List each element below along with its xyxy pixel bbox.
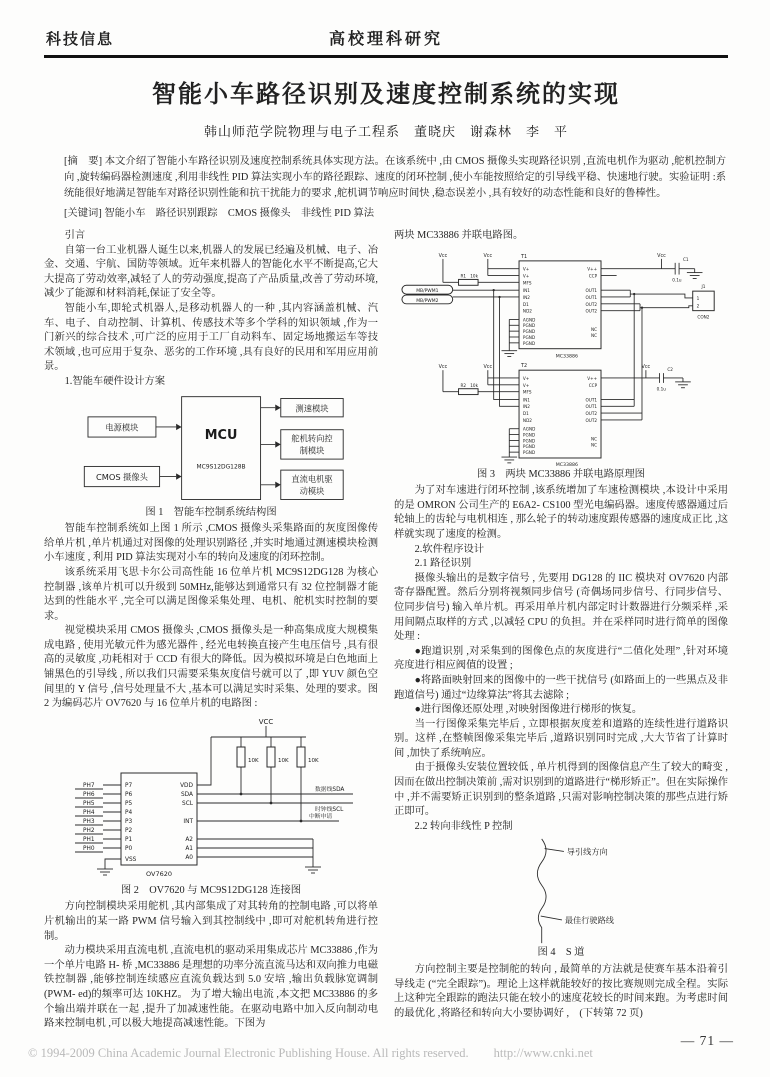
paragraph: 动力模块采用直流电机 ,直流电机的驱动采用集成芯片 MC33886 ,作为一个单片电路 H- 桥 ,MC33886 是理想的功率分流直流马达和双向推力电磁铁控制器 ,能够控制连续感应直流负载达到 5.0 安培 ,输出负载脉宽调制(PWM- ed)的频率可达 10KHZ。 为了增大输出电流 ,本文把 MC33886 的多个输出端并联在一起 ,提升了加减速性能。在驱动电路中加入反向制动电路来控制电机 ,可以极大地提高减速性能。下图为 (44, 945, 378, 1030)
chip-pin: VDD (180, 782, 193, 789)
chip-pin: PGND (522, 322, 536, 328)
resistor-value: 10k (470, 273, 479, 279)
two-column-body (44, 229, 728, 1032)
chip-pin: P2 (125, 827, 133, 834)
chip-pin: P6 (125, 791, 133, 798)
port-label: PH0 (83, 845, 95, 852)
resistor-ref: R2 (460, 382, 467, 388)
left-column (44, 229, 378, 1032)
paragraph: 智能车控制系统如上图 1 所示 ,CMOS 摄像头采集路面的灰度图像传给单片机 ,单片机通过对图像的处理识别路径 ,并实时地通过测速模块检测小车速度 , 利用 PID 算法实现对小车的转向及速度的闭环控制。 (44, 523, 378, 564)
camera-box-label: CMOS 摄像头 (95, 471, 148, 482)
chip-pin: V+ (522, 273, 530, 279)
cap-value: 0.1u (672, 276, 682, 282)
chip-pin: IN1 (522, 287, 530, 293)
chip-pin: V+ (522, 382, 530, 388)
chip-pin: OUT1 (585, 403, 598, 409)
port-label: PH3 (83, 818, 95, 825)
bullet-item: ●跑道识别 ,对采集到的图像色点的灰度进行“二值化处理” ,针对环境亮度进行相应阀值的设置 ; (394, 645, 728, 672)
chip-pin: IN2 (522, 403, 530, 409)
servo-box-line1: 舵机转向控 (291, 433, 333, 444)
chip-name: OV7620 (146, 869, 172, 878)
chip-pin: P3 (125, 818, 133, 825)
chip-pin: NC (591, 326, 598, 332)
chip-pin: CCP (588, 273, 598, 279)
port-underlines (75, 782, 121, 852)
resistor-value: 10K (278, 757, 289, 764)
guide-line-curve (537, 839, 546, 943)
speed-module-box-label: 测速模块 (295, 402, 329, 413)
paragraph: 摄像头输出的是数字信号 , 先要用 DG128 的 IIC 模块对 OV7620 内部寄存器配置。然后分别将视频同步信号 (奇偶场同步信号、行同步信号、位同步信号) 输入单片机。再采用单片机内部定时计数器进行分频采样 ,采用间隔点取样的方式 ,以减轻 CPU 的负担。并在采样同时进行简单的图像处理 : (394, 572, 728, 643)
chip-pin: OUT1 (585, 396, 598, 402)
ground-symbol (675, 378, 691, 388)
servo-box-line2: 制模块 (299, 445, 325, 456)
gnd-rail (509, 319, 519, 350)
cap-value: 0.1u (656, 386, 666, 392)
chip-pin: MFS (522, 279, 532, 285)
ground-symbol (305, 867, 321, 873)
chip-pin: PGND (522, 432, 536, 438)
port-label: PH6 (83, 791, 95, 798)
chip-pin: V+ (522, 266, 530, 272)
vcc-label: Vcc (657, 252, 666, 259)
paragraph: 方向控制模块采用舵机 ,其内部集成了对其转角的控制电路 ,可以将单片机输出的某一路 PWM 信号输入到其控制线中 ,即可对舵机转角进行控制。 (44, 901, 378, 942)
section-name: 高校理科研究 (328, 31, 443, 48)
ground-symbol (501, 457, 517, 463)
motor-box-line1: 直流电机驱 (291, 473, 333, 484)
ground-symbol (687, 268, 703, 278)
chip-pin: P5 (125, 800, 133, 807)
lead-line: 两块 MC33886 并联电路图。 (394, 230, 524, 241)
chip-pin: OUT2 (585, 410, 598, 416)
system-structure-diagram (73, 393, 349, 505)
chip-pin: AGND (522, 316, 536, 322)
port-label: PH4 (83, 809, 95, 816)
cap-ref: C2 (667, 366, 673, 372)
vcc-label: Vcc (483, 252, 493, 259)
paragraph: 该系统采用飞思卡尔公司高性能 16 位单片机 MC9S12DG128 为核心控制器 ,该单片机可以升级到 50MHz,能够达到通常只有 32 位控制器才能达到的性能水平 ,完全可以满足图像采集处理、电机、舵机实时控制的要求。 (44, 566, 378, 622)
chip-pin: V++ (587, 266, 598, 272)
chip-pin: CCP (588, 382, 598, 388)
connector-name: CON2 (697, 314, 710, 320)
mc33886-parallel-schematic (400, 247, 722, 467)
chip-pin: VSS (125, 856, 137, 863)
int-line-label: 中断申请 (309, 813, 333, 820)
cap-ref: C1 (682, 256, 689, 262)
paragraph: 自第一台工业机器人诞生以来,机器人的发展已经遍及机械、电子、冶金、交通、宇航、国防等领域。近年来机器人的智能化水平不断提高,它大大提高了劳动效率,减轻了人的劳动强度,提高了产品质量,改善了劳动环境,减少了能源和材料消耗,保证了安全等。 (44, 244, 378, 300)
power-module-box-label: 电源模块 (105, 422, 139, 433)
figure-3-caption: 图 3 两块 MC33886 并联电路原理图 (477, 468, 645, 480)
bullet-item: ●将路面映射回来的图像中的一些干扰信号 (如路面上的一些黑点及非跑道信号) 通过“边缘算法”将其去滤除 ; (394, 674, 728, 701)
chip-pin: PGND (522, 340, 536, 346)
chip-pin: PGND (522, 328, 536, 334)
page-number: — 71 — (680, 1033, 734, 1048)
figure-2-ov7620-circuit (44, 715, 378, 899)
port-label: PH2 (83, 827, 95, 834)
figure-1-block-diagram (44, 393, 378, 521)
chip-ref: T2 (520, 362, 528, 369)
section-1-heading: 1.智能车硬件设计方案 (64, 375, 165, 387)
resistor-value: 10K (308, 757, 319, 764)
chip-pin: AGND (522, 426, 536, 432)
chip-pin: P7 (125, 782, 133, 789)
copyright-footer: © 1994-2009 China Academic Journal Electronic Publishing House. All rights reserved. http://www.cnki.net (28, 1046, 593, 1060)
section-2-heading: 2.软件程序设计 (414, 543, 485, 555)
port-label: PH5 (83, 800, 95, 807)
chip-pin: OUT2 (585, 417, 598, 423)
chip-pin: ND2 (522, 417, 532, 423)
chip-pin: PGND (522, 437, 536, 443)
chip-pin: V+ (522, 375, 530, 381)
port-label: PH1 (83, 836, 95, 843)
chip-pin: A0 (185, 854, 193, 861)
pwm-input-label: MB/PWM1 (416, 288, 439, 294)
figure-2-caption: 图 2 OV7620 与 MC9S12DG128 连接图 (120, 884, 302, 896)
chip-pin: IN1 (522, 396, 530, 402)
chip-pin: PGND (522, 449, 536, 455)
chip-pin: SCL (182, 800, 193, 807)
right-column (394, 229, 728, 1032)
figure-3-mc33886-circuit (394, 247, 728, 483)
paragraph: 视觉模块采用 CMOS 摄像头 ,CMOS 摄像头是一种高集成度大规模集成电路 , 使用光敏元件为感光器件 , 经光电转换直接产生电压信号 ,具有很高的灵敏度 ,功耗相对于 CCD 有很大的降低。因为模拟环境是白色地面上铺黑色的引导线 , 所以我们只需要采集灰度信号就可以了 ,即 YUV 颜色空间里的 Y 信号 ,信号处理量不大 ,基本可以满足实时采集、处理的要求。图 2 为编码芯片 OV7620 与 16 位单片机的电路图 : (44, 625, 378, 710)
ground-symbol (97, 869, 113, 875)
s-track-diagram (446, 837, 676, 945)
ov7620-schematic (61, 715, 361, 883)
pwm-input-label: MB/PWM2 (416, 298, 439, 304)
chip-pin: D1 (522, 301, 529, 307)
paragraph: 智能小车,即轮式机器人,是移动机器人的一种 ,其内容涵盖机械、汽车、电子、自动控制、计算机、传感技术等多个学科的知识领域 ,作为一门新兴的综合技术 ,可广泛的应用于工厂自动料车、固定场地搬运车等技术领域 ,也可应用于复杂、恶劣的工作环境 ,具有良好的民用和军用应用前景。 (44, 302, 378, 373)
chip-pin: SDA (180, 791, 193, 798)
intro-heading: 引言 (64, 230, 86, 241)
abstract: [摘 要] 本文介绍了智能小车路径识别及速度控制系统具体实现方法。在该系统中 ,由 CMOS 摄像头实现路径识别 ,直流电机作为驱动 ,舵机控制方向 ,旋转编码器检测速度 ,利用非线性 PID 算法实现小车的路径跟踪、速度的闭环控制 ,使小车能按照给定的引导线平稳、快速地行驶。实验证明 :系统能很好地满足智能车对路径识别性能和抗干扰能力的要求 ,舵机调节响应时间快 ,稳态误差小 ,具有较好的动态性能和良好的鲁棒性。 (64, 156, 726, 199)
resistor-value: 10K (248, 757, 259, 764)
resistor-value: 10k (470, 382, 479, 388)
chip-name: MC33886 (555, 462, 578, 467)
chip-pin: NC (591, 436, 598, 442)
guide-direction-label: 导引线方向 (566, 846, 608, 857)
connector-pin: 1 (696, 295, 700, 301)
paragraph: 为了对车速进行闭环控制 ,该系统增加了车速检测模块 ,本设计中采用的是 OMRON 公司生产的 E6A2- CS100 型光电编码器。速度传感器通过后轮轴上的齿轮与电机相连 , 那么轮子的转动速度跟传感器的速度成正比 ,这样就实现了速度的检测。 (394, 485, 728, 540)
chip-pin: P1 (125, 836, 133, 843)
best-route-label: 最佳行驶路线 (564, 915, 614, 926)
chip-pin: INT (183, 818, 193, 825)
port-label: PH7 (83, 782, 95, 789)
figure-1-caption: 图 1 智能车控制系统结构图 (145, 506, 277, 518)
chip-pin: A2 (185, 836, 193, 843)
chip-pin: ND2 (522, 308, 532, 314)
figure-4-caption: 图 4 S 道 (537, 947, 585, 959)
vcc-label: VCC (258, 717, 274, 726)
chip-name: MC33886 (555, 354, 578, 360)
chip-pin: MFS (522, 389, 532, 395)
section-2-2-heading: 2.2 转向非线性 P 控制 (414, 820, 513, 832)
paragraph: 由于摄像头安装位置较低 , 单片机得到的图像信息产生了较大的畸变 ,因而在做出控制决策前 ,需对识别到的道路进行“梯形矫正”。但在实际操作中 ,并不需要矫正识别到的整条道路 ,只需对影响控制决策的那些点进行矫正即可。 (394, 762, 728, 818)
gnd-rail (509, 428, 519, 456)
chip-pin: A1 (185, 845, 193, 852)
chip-pin: IN2 (522, 294, 530, 300)
vcc-label: Vcc (438, 252, 448, 259)
sda-line-label: 数据线SDA (315, 786, 345, 793)
chip-ref: T1 (520, 253, 528, 260)
section-2-1-heading: 2.1 路径识别 (414, 558, 472, 570)
paragraph: 当一行图像采集完毕后 , 立即根据灰度差和道路的连续性进行道路识别。这样 ,在整帧图像采集完毕后 ,道路识别同时完成 ,大大节省了计算时间 ,加快了系统响应。 (394, 718, 728, 759)
chip-pin: V++ (587, 375, 598, 381)
chip-pin: OUT1 (585, 294, 598, 300)
figure-4-s-track (394, 837, 728, 961)
resistor-ref: R1 (460, 273, 467, 279)
keywords: [关键词] 智能小车 路径识别跟踪 CMOS 摄像头 非线性 PID 算法 (64, 208, 375, 219)
paragraph: 方向控制主要是控制舵的转向 , 最简单的方法就是使赛车基本沿着引导线走 (“完全跟踪”)。理论上这样就能较好的按比赛规则完成全程。实际上这种完全跟踪的跑法只能在较小的速度花较长的时间来跑。为考虑时间的最优化 ,将路径和转向大小要协调好 , (下转第 72 页) (394, 964, 728, 1019)
vcc-label: Vcc (483, 363, 493, 370)
authors-line: 韩山师范学院物理与电子工程系 董晓庆 谢森林 李 平 (203, 124, 568, 139)
vcc-label: Vcc (641, 363, 651, 370)
connector-pin: 2 (696, 303, 700, 309)
chip-pin: P0 (125, 845, 133, 852)
chip-pin: OUT2 (585, 308, 598, 314)
article-title: 智能小车路径识别及速度控制系统的实现 (152, 81, 620, 108)
bullet-item: ●进行图像还原处理 ,对映射图像进行梯形的恢复。 (414, 704, 643, 716)
motor-box-line2: 动模块 (299, 485, 325, 496)
scl-line-label: 时钟线SCL (315, 806, 344, 813)
header-rule (44, 55, 728, 58)
chip-pin: NC (591, 441, 598, 447)
vcc-label: Vcc (438, 363, 448, 370)
chip-pin: PGND (522, 443, 536, 449)
chip-pin: NC (591, 332, 598, 338)
chip-pin: P4 (125, 809, 133, 816)
mcu-label: MCU (204, 427, 238, 443)
connector-ref: J1 (701, 283, 706, 289)
chip-pin: OUT2 (585, 301, 598, 307)
chip-pin: PGND (522, 334, 536, 340)
mcu-model-label: MC9S12DG128B (196, 462, 246, 470)
journal-name: 科技信息 (46, 31, 115, 48)
chip-pin: OUT1 (585, 287, 598, 293)
ground-symbol (501, 350, 517, 356)
chip-pin: D1 (522, 410, 529, 416)
page-header (44, 26, 728, 48)
